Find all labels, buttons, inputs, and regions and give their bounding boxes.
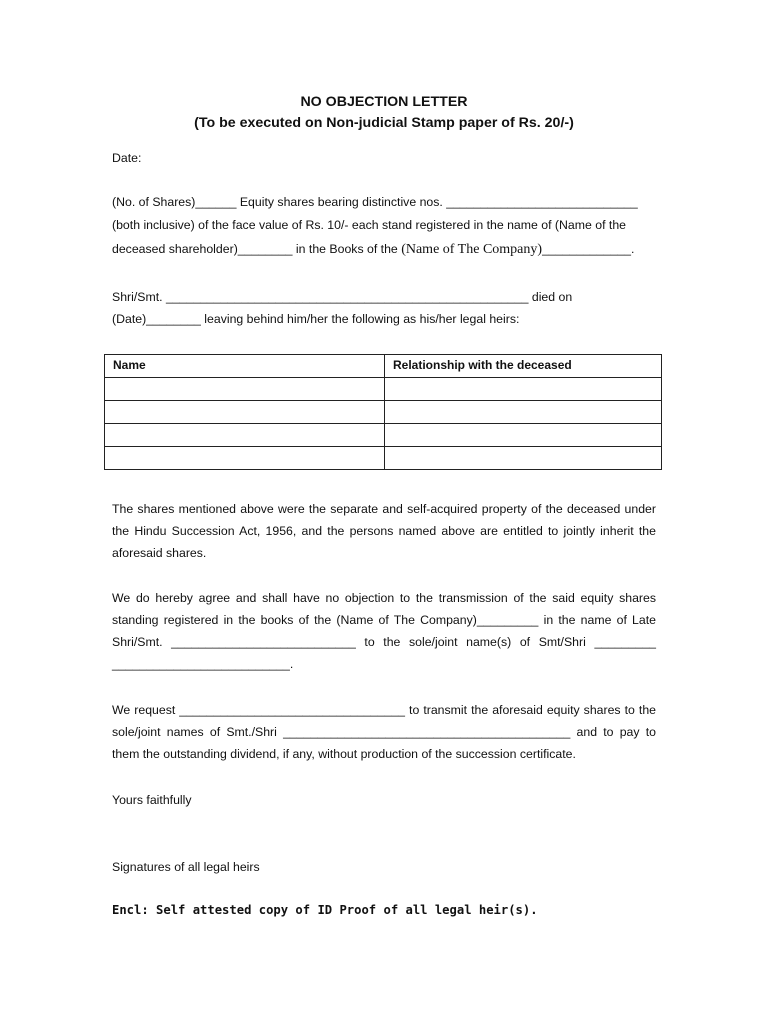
shares-line-3-end: _____________. [542, 242, 635, 256]
letter-title: NO OBJECTION LETTER [300, 94, 468, 110]
table-row [105, 447, 662, 470]
enclosure-note: Encl: Self attested copy of ID Proof of all legal heir(s). [112, 903, 538, 917]
table-cell [105, 424, 385, 447]
date-label: Date: [112, 151, 142, 165]
table-cell [385, 447, 662, 470]
shri-line-1: Shri/Smt. _____________________________________________________ died on [112, 290, 573, 304]
request-paragraph: We request _________________________________ to transmit the aforesaid equity shares to the sole/joint names of Smt./Shri __________________________________________ and to pay to them the outstanding dividend, if any, without production of the succession certificate. [112, 703, 656, 761]
shares-line-3-start: deceased shareholder)________ in the Books of the [112, 242, 402, 256]
table-row [105, 424, 662, 447]
table-row [105, 378, 662, 401]
table-cell [105, 401, 385, 424]
letter-subtitle: (To be executed on Non-judicial Stamp paper of Rs. 20/-) [194, 115, 574, 131]
table-header-row [105, 355, 662, 378]
header-name: Name [105, 355, 385, 378]
table-row [105, 401, 662, 424]
table-cell [105, 378, 385, 401]
table-cell [385, 424, 662, 447]
signatures-label: Signatures of all legal heirs [112, 860, 260, 874]
shares-line-1: (No. of Shares)______ Equity shares bearing distinctive nos. ____________________________ [112, 195, 638, 209]
agreement-paragraph: We do hereby agree and shall have no objection to the transmission of the said equity shares standing registered in the books of the (Name of The Company)_________ in the name of Late Shri/Smt. ___________________________ to the sole/joint name(s) of Smt/Shri _________ __________________________. [112, 591, 656, 671]
table-cell [105, 447, 385, 470]
table-cell [385, 378, 662, 401]
company-name-placeholder: (Name of The Company) [401, 242, 543, 257]
header-relationship: Relationship with the deceased [385, 355, 662, 378]
shares-line-2: (both inclusive) of the face value of Rs. 10/- each stand registered in the name of (Name of the [112, 218, 627, 232]
shares-line-3 [112, 241, 634, 258]
table-cell [385, 401, 662, 424]
property-paragraph: The shares mentioned above were the separate and self-acquired property of the deceased under the Hindu Succession Act, 1956, and the persons named above are entitled to jointly inherit the aforesaid shares. [112, 502, 656, 560]
shri-line-2: (Date)________ leaving behind him/her the following as his/her legal heirs: [112, 312, 520, 326]
legal-heirs-table [104, 354, 662, 470]
closing-text: Yours faithfully [112, 793, 192, 807]
